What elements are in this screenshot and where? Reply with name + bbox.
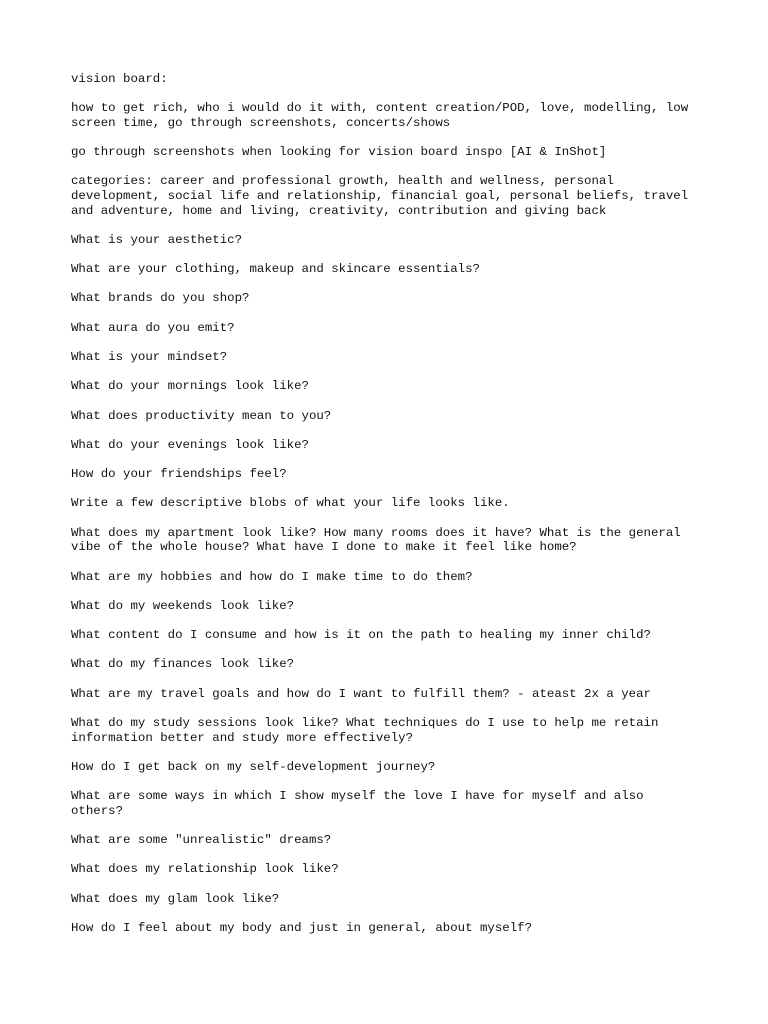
question-hobbies: What are my hobbies and how do I make time to do them? [71,569,473,584]
question-friendships: How do your friendships feel? [71,467,287,482]
question-dreams: What are some "unrealistic" dreams? [71,833,332,848]
question-self-love: What are some ways in which I show myself the love I have for myself and also others? [71,789,644,818]
question-glam: What does my glam look like? [71,891,280,906]
question-relationship: What does my relationship look like? [71,862,339,877]
question-weekends: What do my weekends look like? [71,598,295,613]
paragraph-categories: categories: career and professional growth, health and wellness, personal development, social life and relationship, financial goal, personal beliefs, travel and adventure, home and living, creativity, contribution and giving back [71,174,689,218]
question-productivity: What does productivity mean to you? [71,408,332,423]
document-heading: vision board: [71,72,168,86]
document-body [71,72,711,950]
question-essentials: What are your clothing, makeup and skincare essentials? [71,262,480,277]
question-self-development: How do I get back on my self-development journey? [71,759,436,774]
question-finances: What do my finances look like? [71,657,295,672]
paragraph-screenshots-note: go through screenshots when looking for vision board inspo [AI & InShot] [71,145,607,160]
question-brands: What brands do you shop? [71,291,250,306]
question-travel: What are my travel goals and how do I want to fulfill them? - ateast 2x a year [71,686,651,701]
question-aesthetic: What is your aesthetic? [71,232,243,247]
question-evenings: What do your evenings look like? [71,437,309,452]
question-body: How do I feel about my body and just in general, about myself? [71,920,533,935]
question-content: What content do I consume and how is it on the path to healing my inner child? [71,628,651,643]
question-aura: What aura do you emit? [71,320,235,335]
question-apartment: What does my apartment look like? How many rooms does it have? What is the general vibe of the whole house? What have I done to make it feel like home? [71,525,681,555]
prompt-descriptive-blobs: Write a few descriptive blobs of what your life looks like. [71,496,510,511]
question-mornings: What do your mornings look like? [71,379,309,394]
paragraph-goals-list: how to get rich, who i would do it with, content creation/POD, love, modelling, low screen time, go through screenshots, concerts/shows [71,101,689,130]
question-mindset: What is your mindset? [71,350,228,365]
question-study: What do my study sessions look like? What techniques do I use to help me retain information better and study more effectively? [71,716,659,745]
